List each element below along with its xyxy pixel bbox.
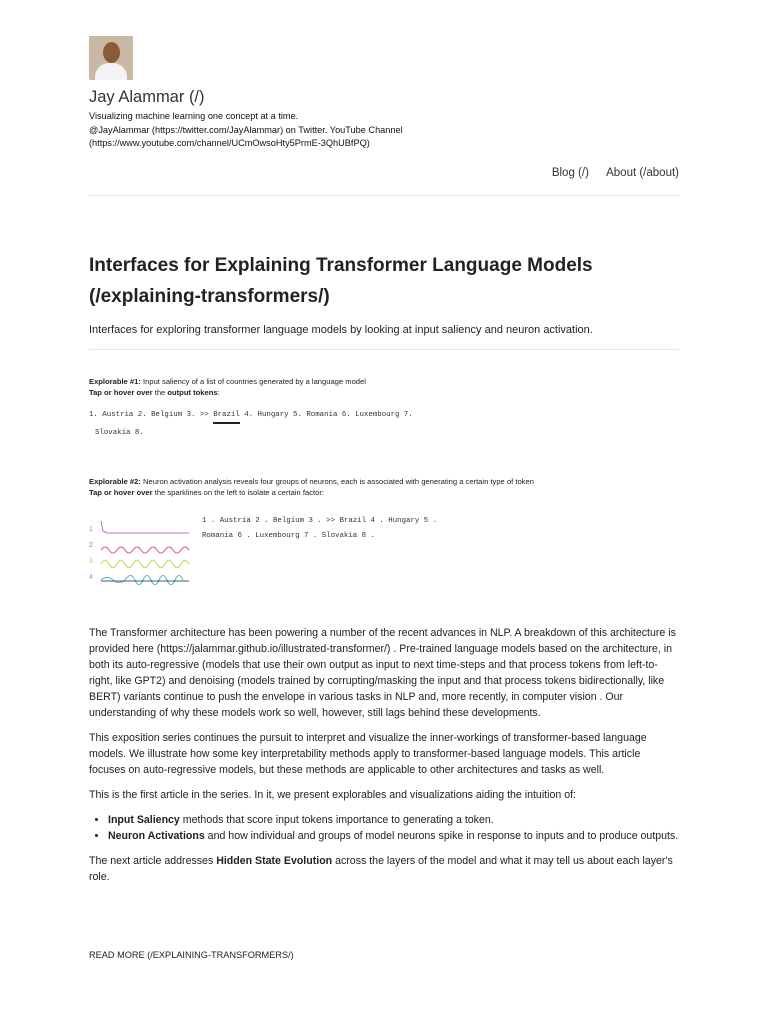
explorable-2-tokens-line1[interactable]: 1 . Austria 2 . Belgium 3 . >> Brazil 4 . Hungary 5 . [202, 517, 438, 525]
avatar-face [103, 42, 120, 63]
read-more-link[interactable]: READ MORE (/EXPLAINING-TRANSFORMERS/) [89, 950, 294, 960]
explorable-2-tap-bold: Tap or hover over [89, 488, 153, 497]
twitter-youtube-links[interactable]: @JayAlammar (https://twitter.com/JayAlammar) on Twitter. YouTube Channel [89, 124, 403, 135]
nav-blog-link[interactable]: Blog (/) [551, 167, 589, 179]
topics-list [89, 812, 679, 844]
list-item-bold: Neuron Activations [108, 830, 205, 842]
explorable-2-label: Explorable #2: [89, 477, 141, 486]
explorable-2-caption-text: Neuron activation analysis reveals four groups of neurons, each is associated with generating a certain type of token [140, 477, 534, 486]
sparklines[interactable] [99, 519, 191, 585]
post-description: Interfaces for exploring transformer language models by looking at input saliency and neuron activation. [89, 324, 593, 336]
output-token-selected[interactable]: Brazil [213, 411, 240, 424]
list-item-text: and how individual and groups of model neurons spike in response to inputs and to produce outputs. [204, 830, 679, 842]
explorable-1-caption [89, 376, 366, 398]
sparkline-1[interactable] [101, 521, 189, 533]
article-body [89, 625, 679, 894]
p4-bold: Hidden State Evolution [216, 855, 333, 867]
list-item-bold: Input Saliency [108, 814, 180, 826]
p4-end: across the layers of the model and what it may tell us about each layer's role. [89, 855, 673, 883]
sparkline-num-2[interactable]: 2 [89, 542, 93, 549]
header-divider [89, 195, 679, 196]
article-paragraph-4 [89, 853, 679, 885]
explorable-2-tap-rest: the sparklines on the left to isolate a certain factor: [152, 488, 324, 497]
p4-start: The next article addresses [89, 855, 217, 867]
sparkline-numbers [89, 522, 93, 586]
output-tokens-before[interactable]: 1. Austria 2. Belgium 3. >> [89, 411, 214, 419]
explorable-1-tap-mid: the [152, 388, 168, 397]
nav-about-link[interactable]: About (/about) [606, 167, 679, 179]
list-item-text: methods that score input tokens importance to generating a token. [179, 814, 494, 826]
sparkline-num-3[interactable]: 3 [89, 558, 93, 565]
sparkline-4[interactable] [101, 576, 183, 585]
site-title-link[interactable]: Jay Alammar (/) [89, 88, 205, 106]
list-item [108, 812, 679, 828]
output-tokens-after[interactable]: 4. Hungary 5. Romania 6. Luxembourg 7. [239, 411, 413, 419]
explorable-1-tokens[interactable] [89, 411, 413, 419]
explorable-1-tokens-line2[interactable]: Slovakia 8. [95, 429, 144, 437]
avatar[interactable] [89, 36, 133, 80]
explorable-1-tap-end: : [217, 388, 220, 397]
sparkline-3[interactable] [101, 561, 189, 568]
sparkline-2[interactable] [101, 547, 189, 553]
explorable-1-caption-text: Input saliency of a list of countries generated by a language model [140, 377, 366, 386]
main-nav [538, 167, 679, 179]
list-item [108, 828, 679, 844]
post-divider [89, 349, 679, 350]
sparkline-num-1[interactable]: 1 [89, 526, 93, 533]
explorable-2-caption [89, 476, 534, 498]
explorable-1-label: Explorable #1: [89, 377, 141, 386]
article-paragraph-1: The Transformer architecture has been powering a number of the recent advances in NLP. A breakdown of this architecture is provided here (https://jalammar.github.io/illustrated-transformer/) . Pre-trained language models based on the architecture, in both its auto-regressive (models that use their own output as input to next time-steps and that process tokens from left-to-right, like GPT2) and denoising (models trained by corrupting/masking the input and that process tokens bidirectionally, like BERT) variants continue to push the envelope in various tasks in NLP and, more recently, in computer vision . Our understanding of why these models work so well, however, still lags behind these developments. [89, 627, 676, 719]
sparkline-num-4[interactable]: 4 [89, 574, 93, 581]
youtube-link[interactable]: (https://www.youtube.com/channel/UCmOwsoHty5PrmE-3QhUBfPQ) [89, 138, 370, 148]
avatar-body [95, 63, 127, 80]
explorable-1-tap-bold2: output tokens [167, 388, 218, 397]
article-paragraph-3: This is the first article in the series. In it, we present explorables and visualizations aiding the intuition of: [89, 789, 576, 801]
tagline-line-1: Visualizing machine learning one concept at a time. [89, 111, 299, 121]
article-paragraph-2: This exposition series continues the pursuit to interpret and visualize the inner-workings of transformer-based language models. We illustrate how some key interpretability methods apply to transformer-based language models. This article focuses on auto-regressive models, but these methods are applicable to other architectures and tasks as well. [89, 732, 647, 776]
post-title-link[interactable]: Interfaces for Explaining Transformer Language Models (/explaining-transformers/) [89, 255, 593, 307]
explorable-2-tokens-line2[interactable]: Romania 6 . Luxembourg 7 . Slovakia 8 . [202, 532, 375, 540]
explorable-1-tap-bold: Tap or hover over [89, 388, 153, 397]
site-tagline [89, 110, 449, 151]
